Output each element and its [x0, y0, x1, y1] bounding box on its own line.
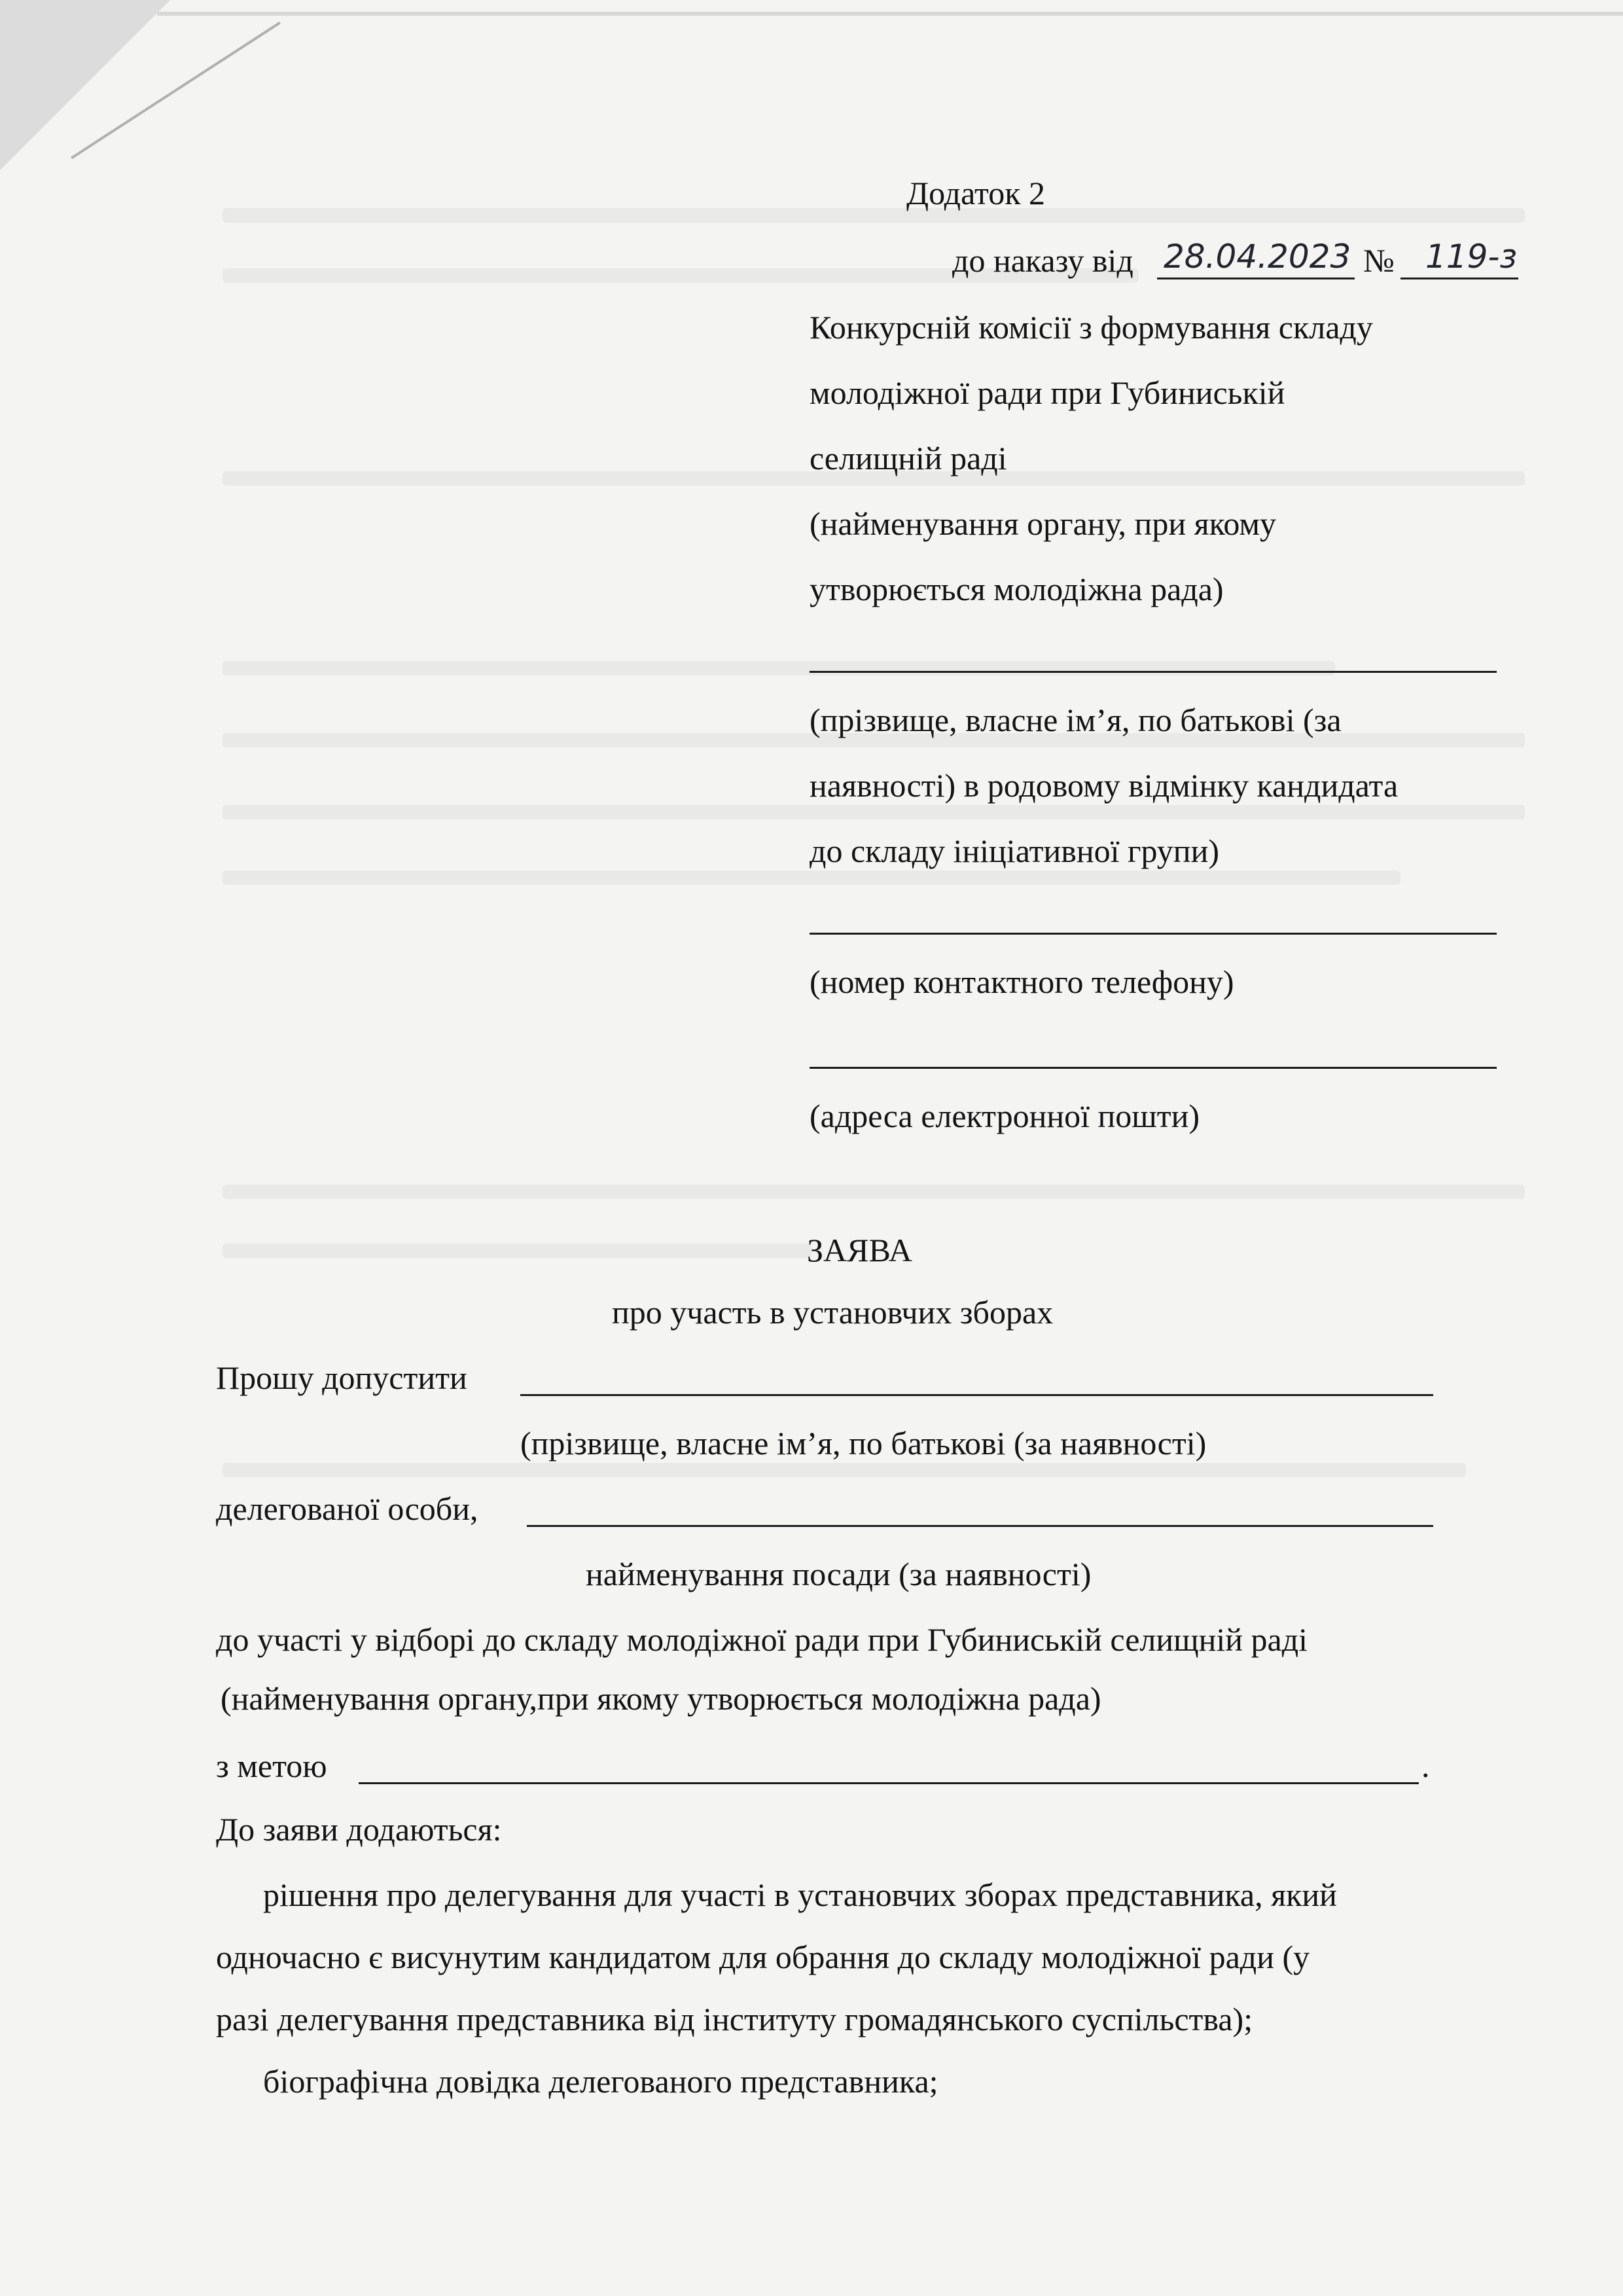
admit-label: Прошу допустити: [216, 1359, 467, 1396]
order-number: 119-з: [1425, 238, 1518, 276]
position-hint: найменування посади (за наявності): [586, 1556, 1092, 1592]
attachment-line: рішення про делегування для участі в установчих зборах представника, який: [263, 1876, 1337, 1913]
position-field[interactable]: [527, 1525, 1433, 1527]
email-hint: (адреса електронної пошти): [810, 1098, 1200, 1134]
applicant-name-hint: наявності) в родовому відмінку кандидата: [810, 767, 1399, 804]
order-number-label: №: [1363, 242, 1395, 279]
attachments-intro: До заяви додаються:: [216, 1811, 502, 1848]
organ-hint: (найменування органу,при якому утворюється молодіжна рада): [221, 1680, 1101, 1717]
email-field[interactable]: [810, 1067, 1497, 1069]
delegate-label: делегованої особи,: [216, 1490, 478, 1527]
addressee-line: Конкурсній комісії з формування складу: [810, 309, 1373, 346]
bleed-through: [223, 870, 1400, 885]
order-date: 28.04.2023: [1164, 238, 1351, 276]
order-reference: [952, 241, 1133, 280]
bleed-through: [223, 208, 1525, 223]
order-date-line: [1157, 278, 1355, 279]
addressee-line: молодіжної ради при Губиниській: [810, 374, 1285, 411]
delegate-name-hint: (прізвище, власне ім’я, по батькові (за наявності): [520, 1425, 1207, 1462]
order-prefix: до наказу від: [952, 242, 1133, 279]
phone-hint: (номер контактного телефону): [810, 963, 1234, 1000]
order-number-line: [1400, 278, 1518, 279]
applicant-name-hint: (прізвище, власне ім’я, по батькові (за: [810, 702, 1342, 738]
bleed-through: [223, 661, 1335, 675]
addressee-line: (найменування органу, при якому: [810, 505, 1277, 542]
scan-top-edge: [157, 12, 1623, 16]
bleed-through: [223, 1185, 1525, 1199]
purpose-field[interactable]: [359, 1782, 1419, 1784]
applicant-name-hint: до складу ініціативної групи): [810, 833, 1219, 869]
addressee-line: селищній раді: [810, 440, 1007, 476]
attachment-line: одночасно є висунутим кандидатом для обрання до складу молодіжної ради (у: [216, 1939, 1310, 1975]
delegate-name-field[interactable]: [520, 1394, 1433, 1396]
attachment-line: біографічна довідка делегованого представника;: [263, 2063, 938, 2100]
bleed-through: [223, 805, 1525, 819]
bleed-through: [223, 1244, 812, 1258]
purpose-end: .: [1421, 1748, 1430, 1784]
folded-corner: [0, 0, 170, 170]
appendix-label: Додаток 2: [906, 175, 1045, 211]
document-subtitle: про участь в установчих зборах: [612, 1294, 1054, 1331]
addressee-line: утворюється молодіжна рада): [810, 571, 1224, 607]
purpose-label: з метою: [216, 1748, 327, 1784]
document-title: ЗАЯВА: [807, 1232, 912, 1268]
bleed-through: [223, 1463, 1466, 1477]
applicant-name-field[interactable]: [810, 671, 1497, 673]
participation-text: до участі у відборі до складу молодіжної ради при Губиниській селищній раді: [216, 1621, 1308, 1658]
phone-field[interactable]: [810, 933, 1497, 935]
attachment-line: разі делегування представника від інституту громадянського суспільства);: [216, 2001, 1253, 2037]
